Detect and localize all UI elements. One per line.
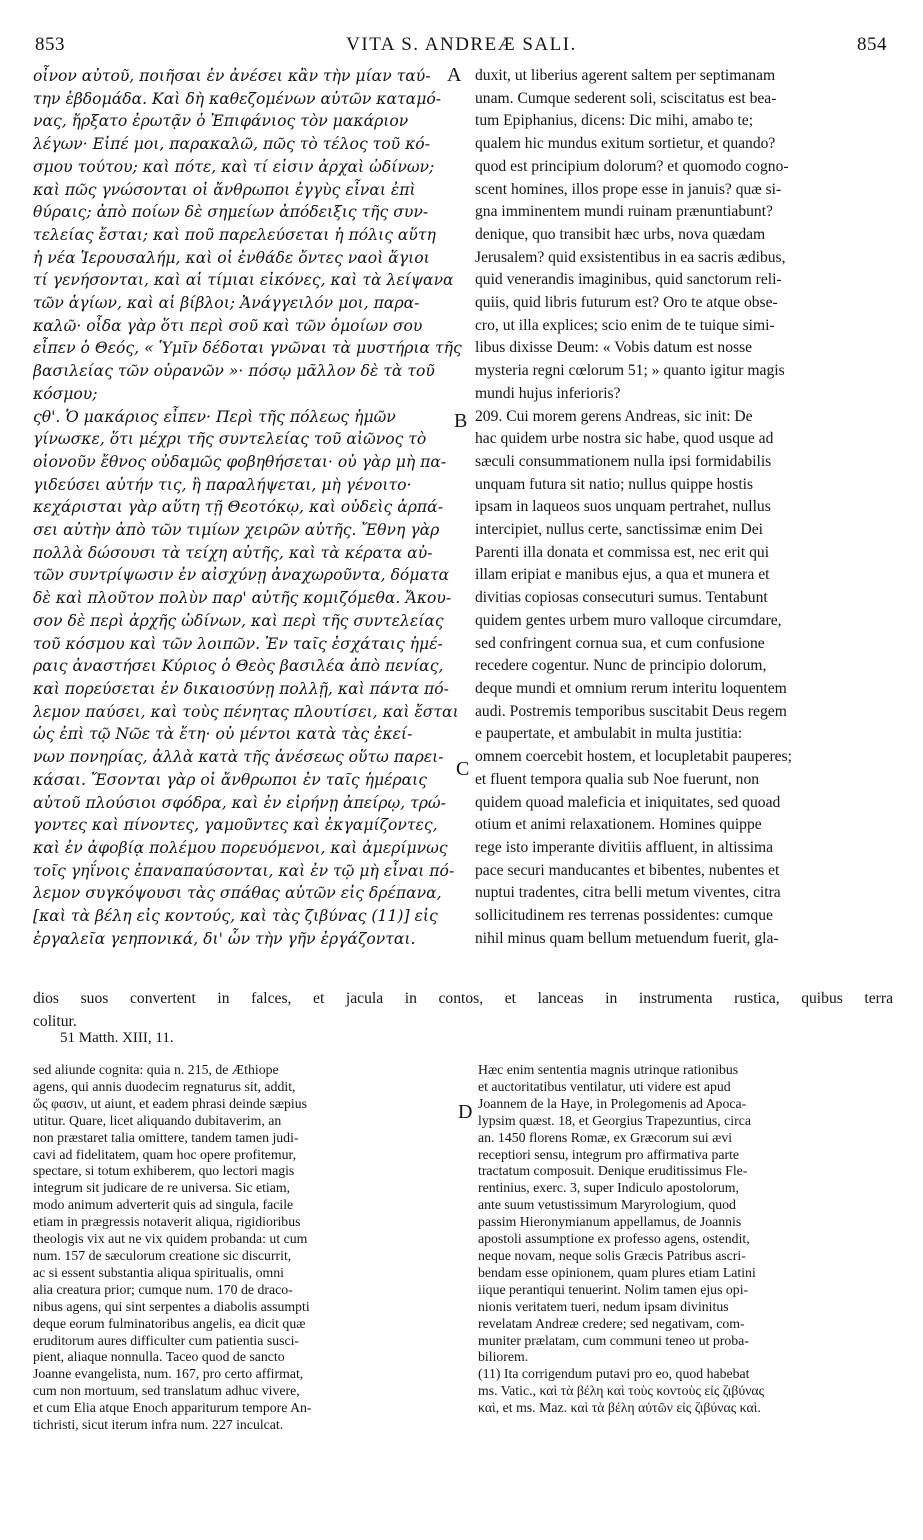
- latin-text-line: Jerusalem? quid exsistentibus in ea sacris ædibus,: [475, 248, 786, 266]
- greek-text-line: τελείας ἔσται; καὶ ποῦ παρελεύσεται ἡ πόλις αὕτη: [33, 225, 436, 244]
- note-line: spectare, si totum exhiberem, quo lectori magis: [33, 1163, 295, 1179]
- greek-text-line: τοῦ κόσμου καὶ τῶν λοιπῶν. Ἐν ταῖς ἐσχάταις ἡμέ-: [33, 634, 443, 653]
- latin-text-line: intercipiet, nullus certe, sanctissimæ enim Dei: [475, 521, 763, 539]
- latin-text-line: omnem coercebit hostem, et locupletabit pauperes;: [475, 748, 792, 766]
- greek-text-line: εἶπεν ὁ Θεός, « Ὑμῖν δέδοται γνῶναι τὰ μυστήρια τῆς: [33, 339, 462, 358]
- greek-text-line: σον δὲ περὶ ἀρχῆς ὠδίνων, καὶ περὶ τῆς συντελείας: [33, 611, 444, 630]
- latin-text-line: cro, ut illa explices; scio enim de te tuique simi-: [475, 316, 775, 334]
- greek-text-line: καὶ πορεύσεται ἐν δικαιοσύνῃ πολλῇ, καὶ πάντα πό-: [33, 679, 449, 698]
- note-line: non præstaret talia omittere, tandem tamen judi-: [33, 1129, 299, 1145]
- greek-text-line: καὶ πῶς γνώσονται οἱ ἄνθρωποι ἐγγὺς εἶναι ἐπὶ: [33, 180, 416, 199]
- greek-text-line: σμου τούτου; καὶ πότε, καὶ τί εἰσιν ἀρχαὶ ὠδίνων;: [33, 157, 435, 176]
- running-title: VITA S. ANDREÆ SALI.: [346, 34, 577, 55]
- greek-text-line: γίνωσκε, ὅτι μέχρι τῆς συντελείας τοῦ αἰῶνος τὸ: [33, 430, 427, 449]
- note-line: tractatum composuit. Denique eruditissimus Fle-: [478, 1163, 748, 1179]
- note-line: apostoli assumptione ex professo agens, ostendit,: [478, 1231, 750, 1247]
- note-line: theologis vix aut ne vix quidem probanda: ut cum: [33, 1231, 308, 1247]
- note-line: iique perantiqui tenuerint. Nolim tamen ejus opi-: [478, 1281, 749, 1297]
- note-line: integrum sit judicare de re universa. Sic etiam,: [33, 1180, 291, 1196]
- latin-text-line: scent homines, illos prope esse in januis? quæ si-: [475, 180, 782, 198]
- greek-text-line: βασιλείας τῶν οὐρανῶν »· πόσῳ μᾶλλον δὲ τὰ τοῦ: [33, 362, 435, 381]
- latin-text-line: nihil minus quam bellum metuendum fuerit, gla-: [475, 929, 779, 947]
- notes-left-column: [33, 1062, 455, 1434]
- latin-text-line: unquam futura sit natio; nullus quippe hostis: [475, 475, 754, 493]
- note-line: deque eorum fulminatoribus angelis, ea dicit quæ: [33, 1315, 306, 1331]
- greek-text-line: τῶν ἁγίων, καὶ αἱ βίβλοι; Ἀνάγγειλόν μοι, παρα-: [33, 294, 420, 313]
- latin-text-line: libus dixisse Deum: « Vobis datum est nosse: [475, 339, 753, 357]
- note-line: rentinius, exerc. 3, super Indiculo apostolorum,: [478, 1180, 739, 1196]
- section-marker-a: A: [447, 64, 462, 86]
- greek-text-line: οἶνον αὐτοῦ, ποιῆσαι ἐν ἀνέσει κἂν τὴν μίαν ταύ-: [33, 67, 431, 85]
- note-line: Joannem de la Haye, in Prolegomenis ad Apoca-: [478, 1095, 747, 1111]
- note-line: receptiori sensu, integrum pro affirmativa parte: [478, 1146, 740, 1162]
- greek-text-line: λεμον παύσει, καὶ τοὺς πένητας πλουτίσει, καὶ ἔσται: [33, 702, 459, 721]
- latin-text-line: pace securi manducantes et bibentes, nubentes et: [475, 861, 780, 879]
- note-line: biliorem.: [478, 1349, 529, 1365]
- greek-text-line: τοῖς γηΐνοις ἐπαναπαύσονται, καὶ ἐν τῷ μὴ εἶναι πό-: [33, 861, 455, 880]
- note-line: ante suum vetustissimum Maryrologium, quod: [478, 1197, 736, 1213]
- greek-text-line: νας, ἤρξατο ἐρωτᾷν ὁ Ἐπιφάνιος τὸν μακάριον: [33, 112, 409, 131]
- right-page-number: 854: [857, 34, 887, 55]
- latin-text-line: ipsam in laqueos suos unquam pertrahet, nullus: [475, 498, 771, 516]
- latin-text-line: rege isto imperante divitiis affluent, in altissima: [475, 838, 774, 856]
- greek-text-line: καλῶ· οἶδα γὰρ ὅτι περὶ σοῦ καὶ τῶν ὁμοίων σου: [33, 316, 423, 335]
- greek-text-line: πολλὰ δώσουσι τὰ τείχη αὐτῆς, καὶ τὰ κέρατα αὐ-: [33, 543, 433, 562]
- latin-text-line: 209. Cui morem gerens Andreas, sic init: De: [475, 407, 753, 425]
- greek-text-line: ςθ'. Ὁ μακάριος εἶπεν· Περὶ τῆς πόλεως ἡμῶν: [33, 407, 396, 426]
- note-line: pient, aliaque nonnulla. Taceo quod de sancto: [33, 1349, 285, 1365]
- latin-text-line: Parenti illa donata et commissa est, nec erit qui: [475, 543, 770, 561]
- latin-text-line: nuptui tradentes, citra belli metum viventes, citra: [475, 884, 781, 902]
- note-line: ac si essent substantia aliqua spiritualis, omni: [33, 1264, 284, 1280]
- greek-text-line: τῶν συντρίψωσιν ἐν αἰσχύνῃ ἀναχωροῦντα, δόματα: [33, 566, 450, 585]
- latin-text-line: recedere cogentur. Nunc de principio dolorum,: [475, 657, 767, 675]
- latin-text-line: denique, quo transibit hæc urbs, nova quædam: [475, 225, 766, 243]
- latin-text-line: tum Epiphanius, dicens: Dic mihi, amabo te;: [475, 112, 754, 130]
- note-line: ὥς φασιν, ut aiunt, et eadem phrasi deinde sæpius: [33, 1095, 307, 1111]
- latin-text-line: quidem quoad maleficia et iniquitates, sed quoad: [475, 793, 781, 811]
- greek-text-line: την ἑβδομάδα. Καὶ δὴ καθεζομένων αὐτῶν καταμό-: [33, 89, 441, 108]
- note-line: Hæc enim sententia magnis utrinque rationibus: [478, 1062, 739, 1077]
- note-line: passim Hieronymianum appellamus, de Joannis: [478, 1214, 742, 1230]
- latin-text-line: quidem gentes urbem muro valloque circumdare,: [475, 611, 782, 629]
- greek-text-line: λέγων· Εἰπέ μοι, παρακαλῶ, πῶς τὸ τέλος τοῦ κό-: [33, 135, 430, 154]
- note-line: nionis veritatem tueri, nedum ipsam divinitus: [478, 1298, 729, 1314]
- note-line: num. 157 de sæculorum creatione sic discurrit,: [33, 1247, 292, 1263]
- greek-text-line: γοντες καὶ πίνοντες, γαμοῦντες καὶ ἐκγαμίζοντες,: [33, 816, 438, 835]
- note-line: utitur. Quare, licet aliquando dubitaverim, an: [33, 1112, 282, 1128]
- latin-text-line: quiis, quid libris futurum est? Oro te atque obse-: [475, 294, 778, 312]
- greek-text-line: ραις ἀναστήσει Κύριος ὁ Θεὸς βασιλέα ἀπὸ πενίας,: [33, 657, 444, 676]
- latin-text-line: deque mundi et omnium rerum interitu loquentem: [475, 679, 787, 697]
- note-line: eruditorum aures difficulter cum patientia susci-: [33, 1332, 300, 1348]
- greek-text-line: γιδεύσει αὐτήν τις, ἢ παραλήψεται, μὴ γένοιτο·: [33, 475, 412, 494]
- full-width-line: colitur.: [33, 1012, 77, 1030]
- latin-text-line: mysteria regni cœlorum 51; » quanto igitur magis: [475, 362, 785, 380]
- greek-text-line: σει αὐτὴν ἀπὸ τῶν τιμίων χειρῶν αὐτῆς. Ἔθνη γὰρ: [33, 521, 440, 540]
- notes-right-column: [478, 1062, 893, 1417]
- note-line: revelatam Andreæ credere; sed negativam, com-: [478, 1315, 745, 1331]
- greek-text-line: κόσμου;: [33, 384, 98, 403]
- note-line: καὶ, et ms. Maz. καὶ τὰ βέλη αὐτῶν εἰς ζιβύνας καὶ.: [478, 1400, 761, 1416]
- note-line: sed aliunde cognita: quia n. 215, de Æthiope: [33, 1062, 279, 1077]
- note-line: ms. Vatic., καὶ τὰ βέλη καὶ τοὺς κοντοὺς εἰς ζιβύνας: [478, 1383, 765, 1399]
- latin-text-line: qualem hic mundus exitum sortietur, et quando?: [475, 135, 776, 153]
- latin-text-line: audi. Postremis temporibus suscitabit Deus regem: [475, 702, 787, 720]
- greek-text-line: κεχάρισται γὰρ αὕτη τῇ Θεοτόκῳ, καὶ οὐδεὶς ἁρπά-: [33, 498, 443, 517]
- note-line: tichristi, sicut iterum infra num. 227 inculcat.: [33, 1417, 284, 1433]
- left-page-number: 853: [35, 34, 65, 55]
- greek-text-line: καὶ ἐν ἀφοβίᾳ πολέμου πορευόμενοι, καὶ ἀμερίμνως: [33, 838, 448, 857]
- note-line: et cum Elia atque Enoch appariturum tempore An-: [33, 1400, 312, 1416]
- latin-text-line: gna imminentem mundi ruinam prænuntiabunt?: [475, 203, 773, 221]
- note-line: neque novam, neque solis Græcis Patribus ascri-: [478, 1247, 746, 1263]
- latin-text-line: sed confringent cornua sua, et cum confusione: [475, 634, 765, 652]
- note-line: muniter prælatam, cum communi teneo ut proba-: [478, 1332, 749, 1348]
- note-line: Joanne evangelista, num. 167, pro certo affirmat,: [33, 1366, 304, 1382]
- note-line: alia creatura prior; cumque num. 170 de draco-: [33, 1281, 293, 1297]
- greek-text-line: οἱονοῦν ἔθνος οὐδαμῶς φοβηθήσεται· οὐ γὰρ μὴ πα-: [33, 452, 447, 471]
- full-width-line: dios suos convertent in falces, et jacula in contos, et lanceas in instrumenta rustica, quibus terra: [33, 990, 893, 1007]
- note-line: (11) Ita corrigendum putavi pro eo, quod habebat: [478, 1366, 750, 1382]
- latin-text-line: quod est principium dolorum? et quomodo cogno-: [475, 157, 789, 175]
- latin-text-line: hac quidem urbe nostra sic habe, quod usque ad: [475, 430, 774, 448]
- greek-text-line: λεμον συγκόψουσι τὰς σπάθας αὐτῶν εἰς δρέπανα,: [33, 884, 442, 903]
- greek-text-column: [33, 65, 468, 950]
- latin-text-line: quid venerandis imaginibus, quid sanctorum reli-: [475, 271, 782, 289]
- greek-text-line: τί γενήσονται, καὶ αἱ τίμιαι εἰκόνες, καὶ τὰ λείψανα: [33, 271, 454, 290]
- latin-text-line: otium et animi relaxationem. Homines quippe: [475, 816, 762, 834]
- footnote: 51 Matth. XIII, 11.: [60, 1030, 174, 1046]
- note-line: et auctoritatibus ventilatur, uti videre est apud: [478, 1078, 731, 1094]
- latin-text-line: et fluent tempora qualia sub Noe fuerunt, non: [475, 770, 760, 788]
- greek-text-line: νων πονηρίας, ἀλλὰ κατὰ τῆς ἀνέσεως οὕτω παρει-: [33, 748, 444, 767]
- latin-text-line: duxit, ut liberius agerent saltem per septimanam: [475, 67, 776, 84]
- section-marker-d: D: [458, 1101, 473, 1123]
- latin-text-line: unam. Cumque sederent soli, sciscitatus est bea-: [475, 89, 777, 107]
- latin-text-line: e paupertate, et ambulabit in multa justitia:: [475, 725, 743, 743]
- note-line: modo animum adverterit quis ad singula, facile: [33, 1197, 294, 1213]
- greek-text-line: ἡ νέα Ἱερουσαλήμ, καὶ οἱ ἐνθάδε ὄντες ναοὶ ἅγιοι: [33, 248, 430, 267]
- greek-text-line: ἐργαλεῖα γεηπονικά, δι' ὧν τὴν γῆν ἐργάζονται.: [33, 929, 416, 948]
- greek-text-line: αὐτοῦ πλούσιοι σφόδρα, καὶ ἐν εἰρήνῃ ἀπείρῳ, τρώ-: [33, 793, 446, 812]
- note-line: cavi ad fidelitatem, quam hoc opere profitemur,: [33, 1146, 297, 1162]
- full-width-text: [33, 988, 893, 1033]
- note-line: an. 1450 florens Romæ, ex Græcorum sui ævi: [478, 1129, 733, 1145]
- note-line: etiam in prægressis notaverit aliqua, rigidioribus: [33, 1214, 301, 1230]
- latin-text-column: [475, 65, 893, 950]
- section-marker-c: C: [456, 758, 470, 780]
- section-marker-b: B: [454, 410, 468, 432]
- note-line: nibus agens, qui sint serpentes a diabolis assumpti: [33, 1298, 310, 1314]
- note-line: lypsim quæst. 18, et Georgius Trapezuntius, circa: [478, 1112, 751, 1128]
- greek-text-line: ὡς ἐπὶ τῷ Νῶε τὰ ἔτη· οὐ μέντοι κατὰ τὰς ἐκεί-: [33, 725, 413, 744]
- note-line: bendam esse opinionem, quam plures etiam Latini: [478, 1264, 756, 1280]
- latin-text-line: illam eripiat e manibus ejus, a qua et munera et: [475, 566, 770, 584]
- latin-text-line: divitias copiosas consecuturi sumus. Tentabunt: [475, 589, 768, 607]
- note-line: agens, qui annis duodecim regnaturus sit, addit,: [33, 1078, 296, 1094]
- greek-text-line: θύραις; ἀπὸ ποίων δὲ σημείων ἀπόδειξις τῆς συν-: [33, 203, 429, 222]
- note-line: cum non mortuum, sed translatum adhuc vivere,: [33, 1383, 300, 1399]
- latin-text-line: mundi hujus inferioris?: [475, 384, 621, 402]
- greek-text-line: δὲ καὶ πλοῦτον πολὺν παρ' αὐτῆς κομιζόμεθα. Ἄκου-: [33, 589, 452, 608]
- greek-text-line: κάσαι. Ἔσονται γὰρ οἱ ἄνθρωποι ἐν ταῖς ἡμέραις: [33, 770, 428, 789]
- greek-text-line: [καὶ τὰ βέλη εἰς κοντούς, καὶ τὰς ζιβύνας (11)] εἰς: [33, 907, 438, 926]
- latin-text-line: sæculi consummationem nulla ipsi formidabilis: [475, 452, 772, 470]
- latin-text-line: sollicitudinem res terrenas possidentes: cumque: [475, 907, 773, 925]
